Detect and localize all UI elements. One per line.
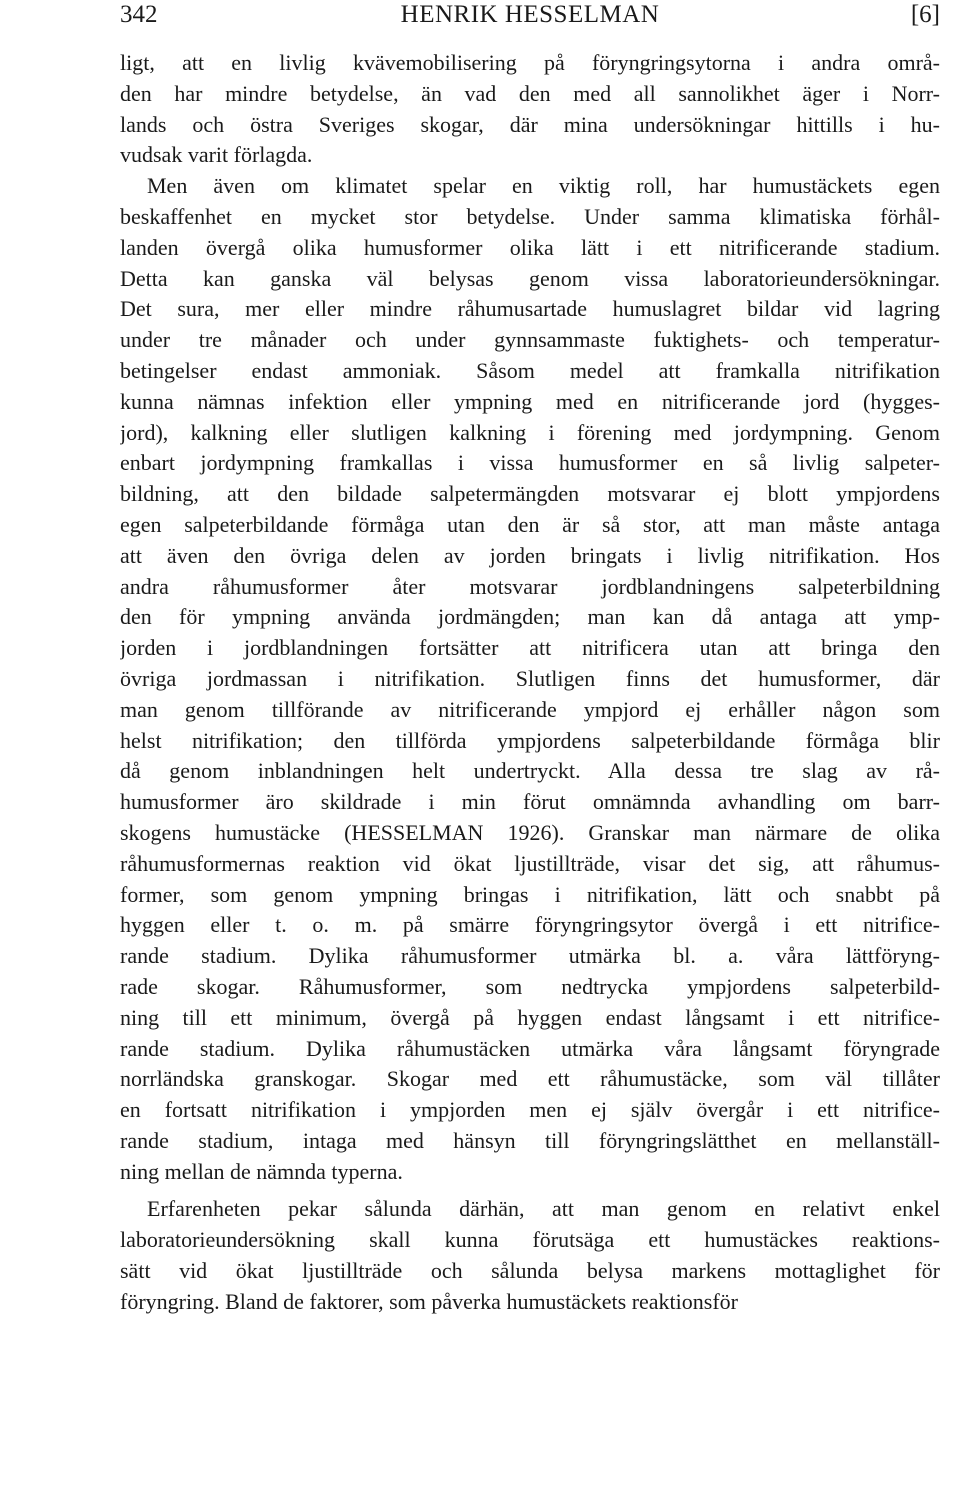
paragraph [120, 171, 940, 1187]
text-line: humusformer äro skildrade i min förut omnämnda avhandling om barr- [120, 789, 940, 815]
book-page [120, 0, 940, 1490]
running-header [120, 0, 940, 30]
text-line: föryngring. Bland de faktorer, som påverka humustäckets reaktionsför [120, 1288, 738, 1314]
text-line: Men även om klimatet spelar en viktig roll, har humustäckets egen [147, 173, 940, 199]
text-line: råhumusformernas reaktion vid ökat ljustillträde, visar det sig, att råhumus- [120, 850, 940, 876]
text-line: övriga jordmassan i nitrifikation. Slutligen finns det humusformer, där [120, 665, 940, 691]
text-line: ning mellan de nämnda typerna. [120, 1158, 403, 1184]
text-line: rande stadium. Dylika råhumusformer utmärka bl. a. våra lättföryng- [120, 943, 940, 969]
text-line: skogens humustäcke (HESSELMAN 1926). Granskar man närmare de olika [120, 819, 940, 845]
text-line: helst nitrifikation; den tillförda ympjordens salpeterbildande förmåga blir [120, 727, 940, 753]
text-line: laboratorieundersökning skall kunna förutsäga ett humustäckes reaktions- [120, 1227, 940, 1253]
section-number: [6] [910, 1, 940, 28]
text-line: norrländska granskogar. Skogar med ett råhumustäcke, som väl tillåter [120, 1066, 940, 1092]
text-line: betingelser endast ammoniak. Såsom medel att framkalla nitrifikation [120, 357, 940, 383]
text-line: rande stadium, intaga med hänsyn till föryngringslätthet en mellanställ- [120, 1127, 940, 1153]
text-line: lands och östra Sveriges skogar, där mina undersökningar hittills i hu- [120, 111, 940, 137]
text-line: rande stadium. Dylika råhumustäcken utmärka våra långsamt föryngrade [120, 1035, 940, 1061]
text-line: ning till ett minimum, övergå på hyggen endast långsamt i ett nitrifice- [120, 1004, 940, 1030]
text-line: då genom inblandningen helt undertryckt. Alla dessa tre slag av rå- [120, 758, 940, 784]
text-line: en fortsatt nitrifikation i ympjorden men ej själv övergår i ett nitrifice- [120, 1097, 940, 1123]
text-line: Det sura, mer eller mindre råhumusartade humuslagret bildar vid lagring [120, 296, 940, 322]
text-line: den har mindre betydelse, än vad den med all sannolikhet äger i Norr- [120, 80, 940, 106]
text-line: bildning, att den bildade salpetermängden motsvarar ej blott ympjordens [120, 481, 940, 507]
text-line: Erfarenheten pekar sålunda därhän, att man genom en relativt enkel [147, 1196, 940, 1222]
text-line: enbart jordympning framkallas i vissa humusformer en så livlig salpeter- [120, 450, 940, 476]
text-line: beskaffenhet en mycket stor betydelse. Under samma klimatiska förhål- [120, 203, 940, 229]
text-line: andra råhumusformer åter motsvarar jordblandningens salpeterbildning [120, 573, 940, 599]
paragraph [120, 48, 940, 171]
text-line: former, som genom ympning bringas i nitrifikation, lätt och snabbt på [120, 881, 940, 907]
paragraph-gap [120, 1187, 940, 1194]
body-text [120, 48, 940, 1318]
text-line: den för ympning använda jordmängden; man kan då antaga att ymp- [120, 604, 940, 630]
text-line: man genom tillförande av nitrificerande ympjord ej erhåller någon som [120, 696, 940, 722]
text-line: under tre månader och under gynnsammaste fuktighets- och temperatur- [120, 327, 940, 353]
text-line: att även den övriga delen av jorden bringats i livlig nitrifikation. Hos [120, 542, 940, 568]
text-line: Detta kan ganska väl belysas genom vissa laboratorieundersökningar. [120, 265, 940, 291]
text-line: egen salpeterbildande förmåga utan den är så stor, att man måste antaga [120, 511, 940, 537]
text-line: rade skogar. Råhumusformer, som nedtrycka ympjordens salpeterbild- [120, 973, 940, 999]
text-line: vudsak varit förlagda. [120, 142, 313, 168]
text-line: sätt vid ökat ljustillträde och sålunda belysa markens mottaglighet för [120, 1258, 940, 1284]
text-line: hyggen eller t. o. m. på smärre föryngringsytor övergå i ett nitrifice- [120, 912, 940, 938]
paragraph [120, 1194, 940, 1317]
page-number: 342 [120, 1, 158, 28]
text-line: jord), kalkning eller slutligen kalkning i förening med jordympning. Genom [120, 419, 940, 445]
text-line: ligt, att en livlig kvävemobilisering på föryngringsytorna i andra områ- [120, 50, 940, 75]
text-line: jorden i jordblandningen fortsätter att nitrificera utan att bringa den [120, 635, 940, 661]
text-line: landen övergå olika humusformer olika lätt i ett nitrificerande stadium. [120, 234, 940, 260]
running-head-author: HENRIK HESSELMAN [400, 1, 660, 28]
text-line: kunna nämnas infektion eller ympning med en nitrificerande jord (hygges- [120, 388, 940, 414]
